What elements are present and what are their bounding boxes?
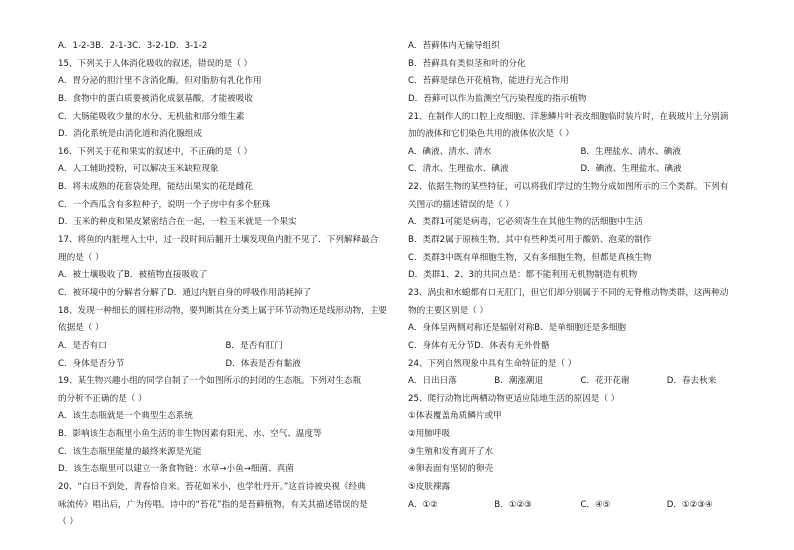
- question-21-options-ab: [408, 144, 753, 162]
- right-column: [408, 38, 753, 514]
- question-17-options-cd: C．被环境中的分解者分解了D．通过内脏自身的呼吸作用消耗掉了: [58, 287, 312, 298]
- question-21-option-a: A．碘液、清水、清水: [408, 146, 492, 157]
- question-17-options-ab: A．被土壤吸收了B．被植物直接吸收了: [58, 270, 208, 281]
- question-25-option-a: A．①②: [408, 499, 438, 510]
- question-22-option-c: C．类群3中既有单细胞生物，又有多细胞生物，但都是真核生物: [408, 252, 652, 263]
- question-25-option-b: B．①②③: [494, 499, 532, 510]
- question-24-option-d: D．春去秋来: [666, 376, 717, 387]
- question-25-options: [408, 497, 753, 515]
- question-18-options-cd: [58, 356, 393, 374]
- question-20-option-a: A．苔藓体内无输导组织: [408, 41, 500, 51]
- question-23-continued: 物的主要区别是（ ）: [408, 305, 489, 316]
- question-22: 22、依据生物的某些特征，可以将我们学过的生物分成如图所示的三个类群。下列有: [408, 182, 729, 193]
- question-16: 16、下列关于花和果实的叙述中，不正确的是（ ）: [58, 146, 253, 157]
- question-20-paren: （ ）: [58, 517, 78, 528]
- question-23: 23、涡虫和水螅都有口无肛门，但它们却分别属于不同的无脊椎动物类群，这两种动: [408, 287, 729, 298]
- question-16-option-c: C．一个西瓜含有多粒种子，说明一个子房中有多个胚珠: [58, 199, 271, 210]
- question-18-option-d: D．体表是否有黏液: [225, 358, 301, 369]
- question-20-option-c: C．苔藓是绿色开花植物，能进行光合作用: [408, 76, 569, 87]
- question-25: 25、爬行动物比两栖动物更适应陆地生活的原因是（ ）: [408, 393, 620, 404]
- question-24-option-c: C．花开花谢: [580, 376, 630, 387]
- question-17-continued: 理的是（ ）: [58, 252, 104, 263]
- question-24-option-b: B．潮涨潮退: [494, 376, 544, 387]
- question-22-option-d: D．类群1、2、3的共同点是：都不能利用无机物制造有机物: [408, 270, 638, 281]
- question-15-option-c: C．大肠能吸收少量的水分、无机盐和部分维生素: [58, 111, 245, 122]
- question-16-option-a: A．人工辅助授粉，可以解决玉米缺粒现象: [58, 164, 219, 175]
- question-18-option-b: B．是否有肛门: [225, 340, 283, 351]
- question-21-option-b: B．生理盐水、清水、碘液: [580, 146, 681, 157]
- question-21-continued: 加的液体和它们染色共用的液体依次是（ ）: [408, 129, 575, 140]
- question-22-option-a: A．类群1可能是病毒，它必须寄生在其他生物的活细胞中生活: [408, 217, 643, 228]
- question-25-statement-4: ④卵表面有坚韧的卵壳: [408, 464, 494, 475]
- question-16-option-d: D．玉米的种皮和果皮紧密结合在一起，一粒玉米就是一个果实: [58, 217, 297, 228]
- question-20-option-d: D．苔藓可以作为监测空气污染程度的指示植物: [408, 93, 587, 104]
- question-24-option-a: A．日出日落: [408, 376, 457, 387]
- question-25-statement-1: ①体表覆盖角质鳞片或甲: [408, 411, 502, 422]
- question-20: 20、“白日不到处，青春恰自来。苔花如米小，也学牡丹开。”这首诗被央视《经典: [58, 482, 366, 493]
- question-15-option-b: B．食物中的蛋白质要被消化成氨基酸，才能被吸收: [58, 93, 253, 104]
- question-21-options-cd: [408, 161, 753, 179]
- question-21-option-d: D．碘液、生理盐水、碘液: [580, 164, 682, 175]
- question-20-option-b: B．苔藓具有类似茎和叶的分化: [408, 58, 526, 69]
- question-25-statement-3: ③生殖和发育离开了水: [408, 446, 494, 457]
- left-column: [58, 38, 393, 532]
- question-19-continued: 的分析不正确的是（ ）: [58, 393, 147, 404]
- question-16-option-b: B．将未成熟的花套袋处理，能结出果实的花是雌花: [58, 182, 253, 193]
- question-18-options-ab: [58, 338, 393, 356]
- question-23-options-cd: C．身体有无分节D．体表有无外骨骼: [408, 340, 550, 351]
- question-15-option-d: D．消化系统是由消化道和消化腺组成: [58, 129, 203, 140]
- question-18-continued: 依据是（ ）: [58, 323, 104, 334]
- question-22-continued: 关图示的描述错误的是（ ）: [408, 199, 514, 210]
- question-18: 18、发现一种细长的圆柱形动物，要判断其在分类上属于环节动物还是线形动物，主要: [58, 305, 387, 316]
- question-21: 21、在制作人的口腔上皮细胞、洋葱鳞片叶表皮细胞临时装片时，在载玻片上分别滴: [408, 111, 729, 122]
- question-25-statement-5: ⑤皮肤裸露: [408, 482, 451, 493]
- question-19-option-d: D．该生态瓶里可以建立一条食物链：水草→小鱼→细菌、真菌: [58, 464, 294, 475]
- question-19-option-b: B．影响该生态瓶里小鱼生活的非生物因素有阳光、水、空气、温度等: [58, 429, 322, 440]
- question-24-options: [408, 373, 753, 391]
- question-21-option-c: C．清水、生理盐水、碘液: [408, 164, 509, 175]
- question-15: 15、下列关于人体消化吸收的叙述，错误的是（ ）: [58, 58, 253, 69]
- question-19: 19、某生物兴趣小组的同学自制了一个如图所示的封闭的生态瓶。下列对生态瓶: [58, 376, 362, 387]
- question-24: 24、下列自然现象中具有生命特征的是（ ）: [408, 358, 577, 369]
- question-19-option-c: C．该生态瓶里能量的最终来源是光能: [58, 446, 202, 457]
- question-19-option-a: A．该生态瓶就是一个典型生态系统: [58, 411, 193, 422]
- question-20-continued: 咏流传》唱出后，广为传唱。诗中的“苔花”指的是苔藓植物，有关其描述错误的是: [58, 499, 368, 510]
- question-23-options-ab: A．身体呈两侧对称还是辐射对称B．是单细胞还是多细胞: [408, 323, 627, 334]
- question-25-statement-2: ②用肺呼吸: [408, 429, 451, 440]
- question-18-option-c: C．身体是否分节: [58, 358, 125, 369]
- question-22-option-b: B．类群2属于原核生物，其中有些种类可用于酸奶、泡菜的制作: [408, 235, 652, 246]
- question-17: 17、将鱼的内脏埋入土中，过一段时间后翻开土壤发现鱼内脏不见了．下列解释最合: [58, 235, 379, 246]
- question-25-option-d: D．①②③④: [666, 499, 713, 510]
- question-18-option-a: A．是否有口: [58, 340, 107, 351]
- question-25-option-c: C．④⑤: [580, 499, 611, 510]
- question-15-option-a: A．胃分泌的胆汁里不含消化酶，但对脂肪有乳化作用: [58, 76, 262, 87]
- prev-question-options: A．1-2-3B．2-1-3C．3-2-1D．3-1-2: [58, 41, 208, 51]
